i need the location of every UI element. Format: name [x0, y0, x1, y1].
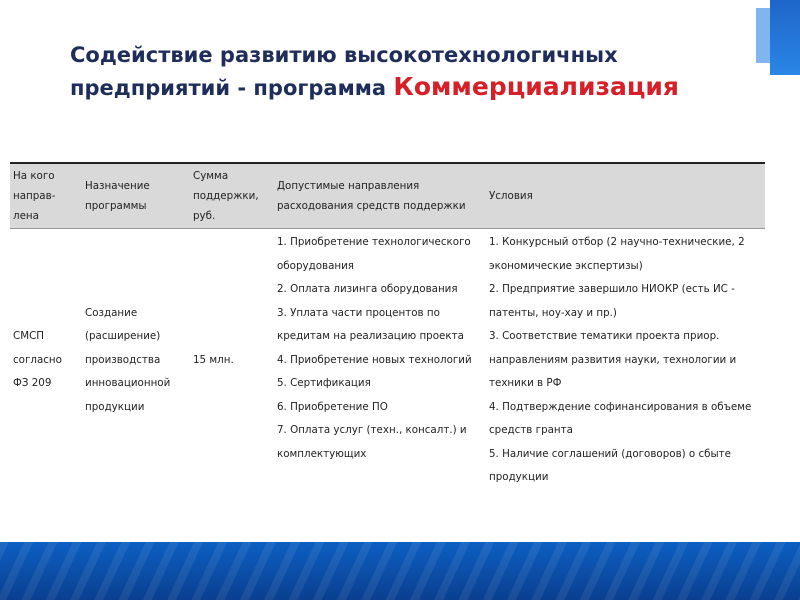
bottom-decorative-band	[0, 542, 800, 600]
cell-amount: 15 млн.	[190, 229, 274, 492]
cell-purpose: Создание (расширение) производства инновационной продукции	[82, 229, 190, 492]
title-line-2-prefix: предприятий - программа	[70, 76, 387, 100]
condition-item: 1. Конкурсный отбор (2 научно-технические, 2 экономические экспертизы)	[489, 236, 745, 272]
condition-item: 4. Подтверждение софинансирования в объеме средств гранта	[489, 400, 752, 436]
title-line-1: Содействие развитию высокотехнологичных	[70, 43, 618, 67]
table-row	[10, 229, 765, 492]
corner-accent-decoration	[770, 0, 800, 75]
condition-item: 2. Предприятие завершило НИОКР (есть ИС - патенты, ноу-хау и пр.)	[489, 283, 735, 319]
direction-item: 6. Приобретение ПО	[277, 400, 388, 413]
header-conditions: Условия	[486, 163, 765, 229]
header-purpose: Назначение программы	[82, 163, 190, 229]
direction-item: 2. Оплата лизинга оборудования	[277, 283, 458, 295]
header-amount: Сумма поддержки, руб.	[190, 163, 274, 229]
title-line-2	[70, 71, 750, 104]
program-table	[10, 162, 765, 492]
header-directions: Допустимые направления расходования средств поддержки	[274, 163, 486, 229]
direction-item: 4. Приобретение новых технологий	[277, 353, 472, 366]
direction-item: 3. Уплата части процентов по кредитам на реализацию проекта	[277, 306, 464, 342]
cell-target: СМСП согласно ФЗ 209	[10, 229, 82, 492]
direction-item: 5. Сертификация	[277, 377, 371, 389]
direction-item: 1. Приобретение технологического оборудования	[277, 236, 471, 272]
title-accent-word: Коммерциализация	[393, 72, 679, 101]
condition-item: 3. Соответствие тематики проекта приор. направлениям развития науки, технологии и техники в РФ	[489, 330, 737, 389]
direction-item: 7. Оплата услуг (техн., консалт.) и комплектующих	[277, 424, 467, 460]
condition-item: 5. Наличие соглашений (договоров) о сбыте продукции	[489, 447, 731, 483]
cell-conditions	[486, 229, 765, 492]
header-target: На кого направ-лена	[10, 163, 82, 229]
slide-title	[70, 40, 750, 104]
cell-directions	[274, 229, 486, 492]
table-header-row	[10, 163, 765, 229]
